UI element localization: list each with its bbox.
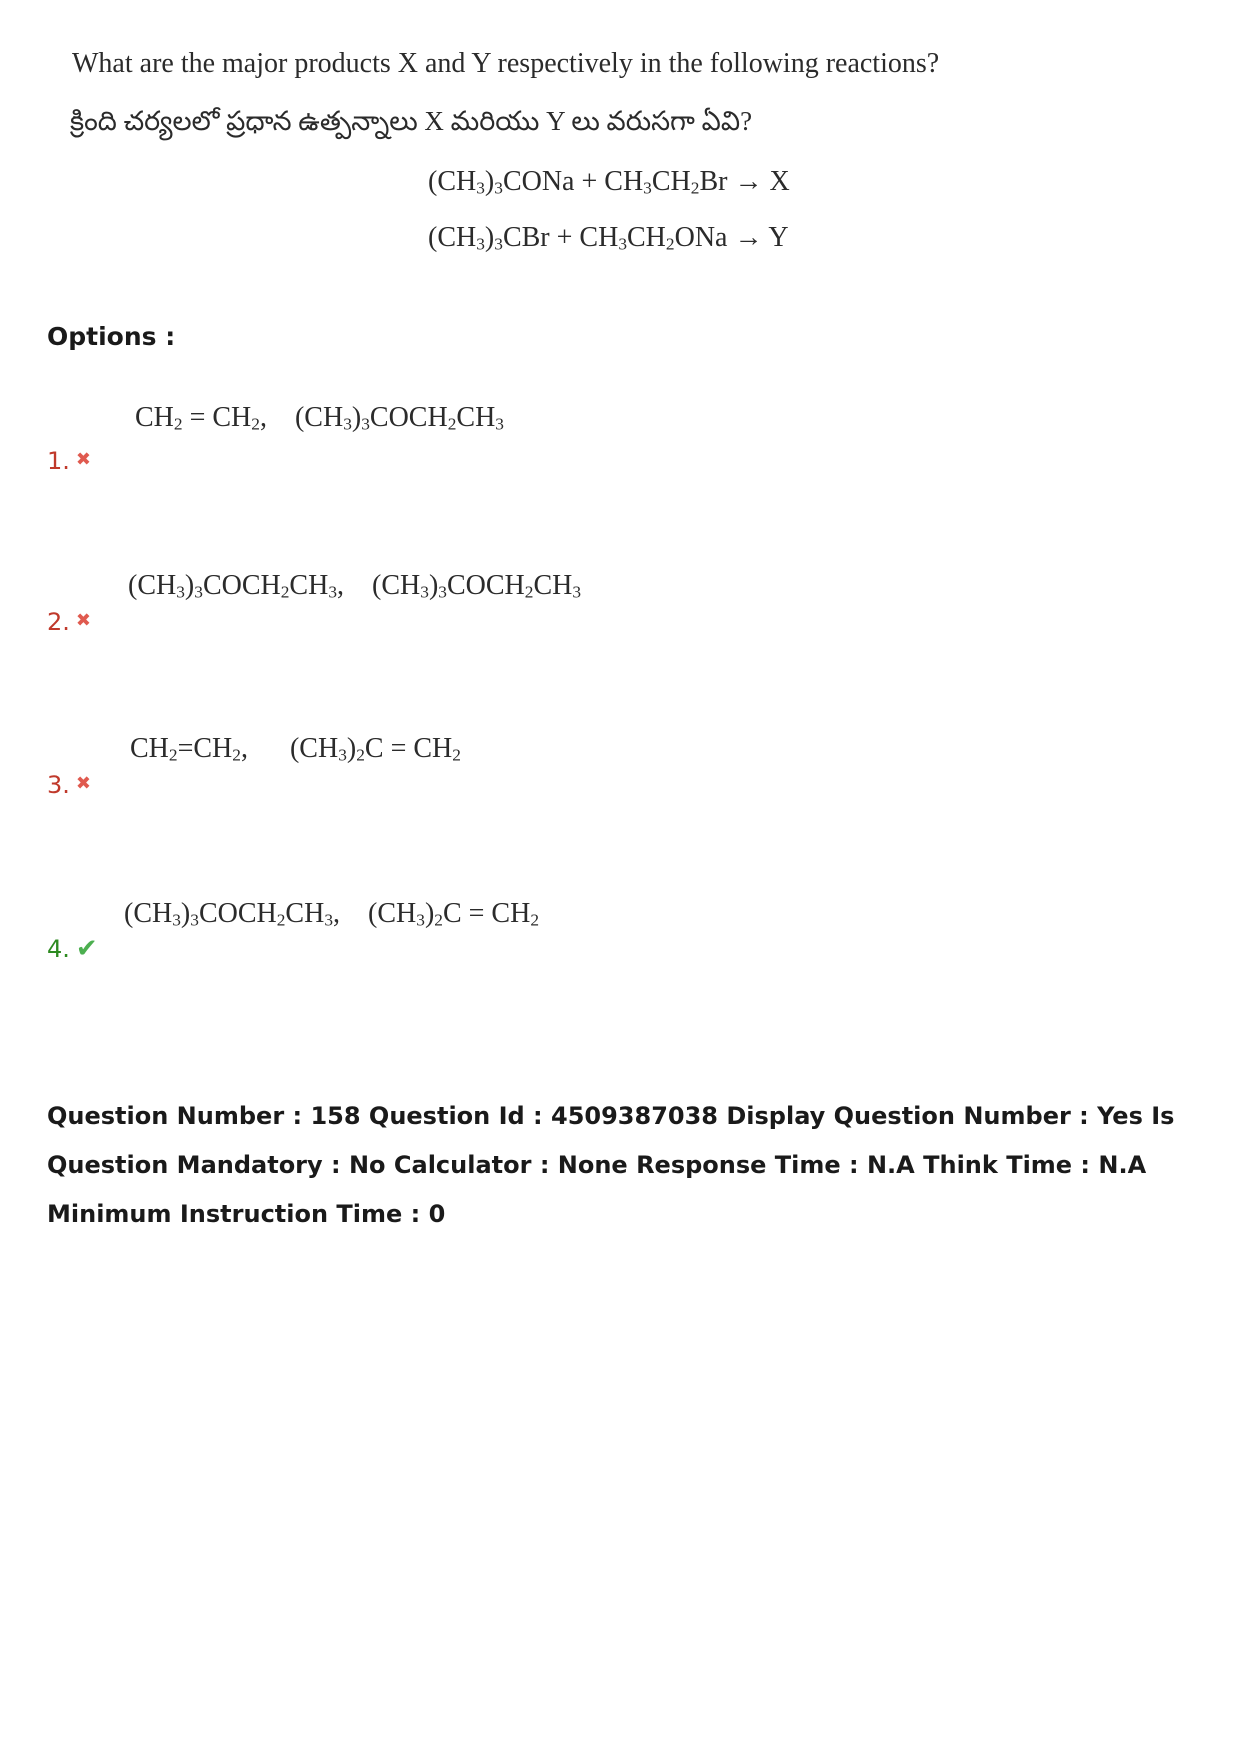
option-3-formula: $CH_2=CH_2$, $(CH_3)_2C = CH_2$ [130, 733, 461, 765]
option-3-number[interactable]: 3. ✖ [47, 771, 91, 799]
question-metadata: Question Number : 158 Question Id : 4509387038 Display Question Number : Yes Is Question Mandatory : No Calculator : None Response Time : N.A Think Time : N.A Minimum Instruction Time : 0 [47, 1102, 1175, 1228]
options-label: Options : [47, 322, 176, 351]
option-1-number[interactable]: 1. ✖ [47, 447, 91, 475]
question-telugu: క్రింది చర్యలలో ప్రధాన ఉత్పన్నాలు X మరియు Y లు వరుసగా ఏవి? [70, 106, 753, 136]
wrong-mark-icon: ✖ [75, 773, 91, 794]
wrong-mark-icon: ✖ [75, 449, 91, 470]
wrong-mark-icon: ✖ [75, 610, 91, 631]
reaction-2: $(CH_3)_3CBr + CH_3CH_2ONa \to Y$ [428, 222, 789, 254]
option-4-formula: $(CH_3)_3COCH_2CH_3$, $(CH_3)_2C = CH_2$ [124, 898, 540, 930]
reaction-1: $(CH_3)_3CONa + CH_3CH_2Br \to X$ [428, 166, 790, 198]
correct-check-icon: ✔ [75, 934, 98, 964]
question-english: What are the major products X and Y respectively in the following reactions? [72, 48, 940, 79]
option-1-formula: $CH_2 = CH_2$, $(CH_3)_3COCH_2CH_3$ [135, 402, 504, 434]
option-2-formula: $(CH_3)_3COCH_2CH_3$, $(CH_3)_3COCH_2CH_3$ [128, 570, 582, 602]
option-4-number[interactable]: 4. ✔ [47, 934, 98, 964]
option-2-number[interactable]: 2. ✖ [47, 608, 91, 636]
